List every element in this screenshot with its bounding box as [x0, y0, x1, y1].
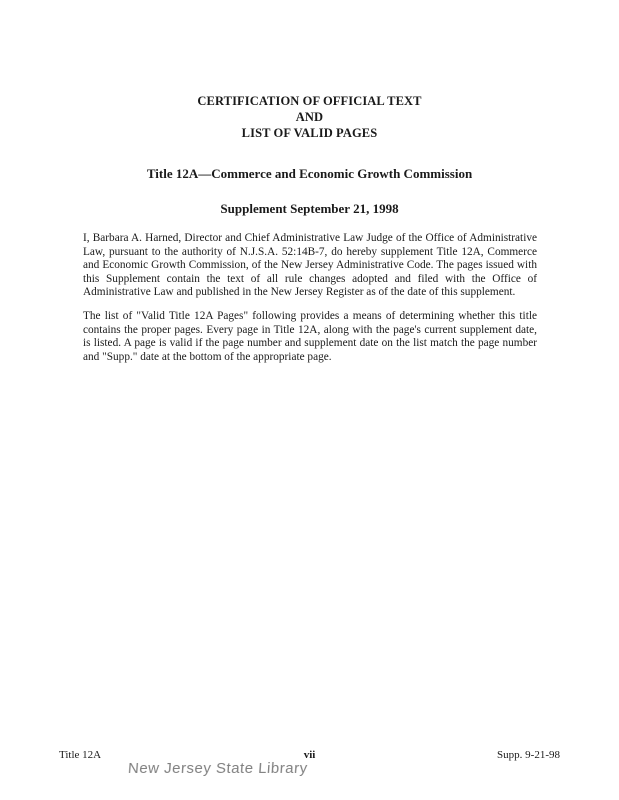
body-text	[83, 232, 537, 374]
paragraph-valid-pages: The list of "Valid Title 12A Pages" following provides a means of determining whether this title contains the proper pages. Every page in Title 12A, along with the page's current supplement date, is listed. A page is valid if the page number and supplement date on the list match the page number and "Supp." date at the bottom of the appropriate page.	[83, 309, 537, 363]
heading-line-1: CERTIFICATION OF OFFICIAL TEXT	[197, 94, 422, 108]
library-stamp: New Jersey State Library	[127, 760, 309, 777]
supplement-heading: Supplement September 21, 1998	[220, 201, 399, 216]
footer-title: Title 12A	[59, 749, 102, 761]
footer-page-number: vii	[303, 749, 316, 761]
certification-heading	[0, 93, 619, 141]
paragraph-certification: I, Barbara A. Harned, Director and Chief Administrative Law Judge of the Office of Administrative Law, pursuant to the authority of N.J.S.A. 52:14B-7, do hereby supplement Title 12A, Commerce and Economic Growth Commission, of the New Jersey Administrative Code. The pages issued with this Supplement contain the text of all rule changes adopted and filed with the Office of Administrative Law and published in the New Jersey Register as of the date of this supplement.	[83, 232, 537, 299]
footer-supplement-date: Supp. 9-21-98	[497, 749, 560, 761]
heading-line-2: AND	[295, 110, 324, 124]
title-heading: Title 12A—Commerce and Economic Growth Commission	[146, 166, 473, 181]
heading-line-3: LIST OF VALID PAGES	[241, 126, 378, 140]
